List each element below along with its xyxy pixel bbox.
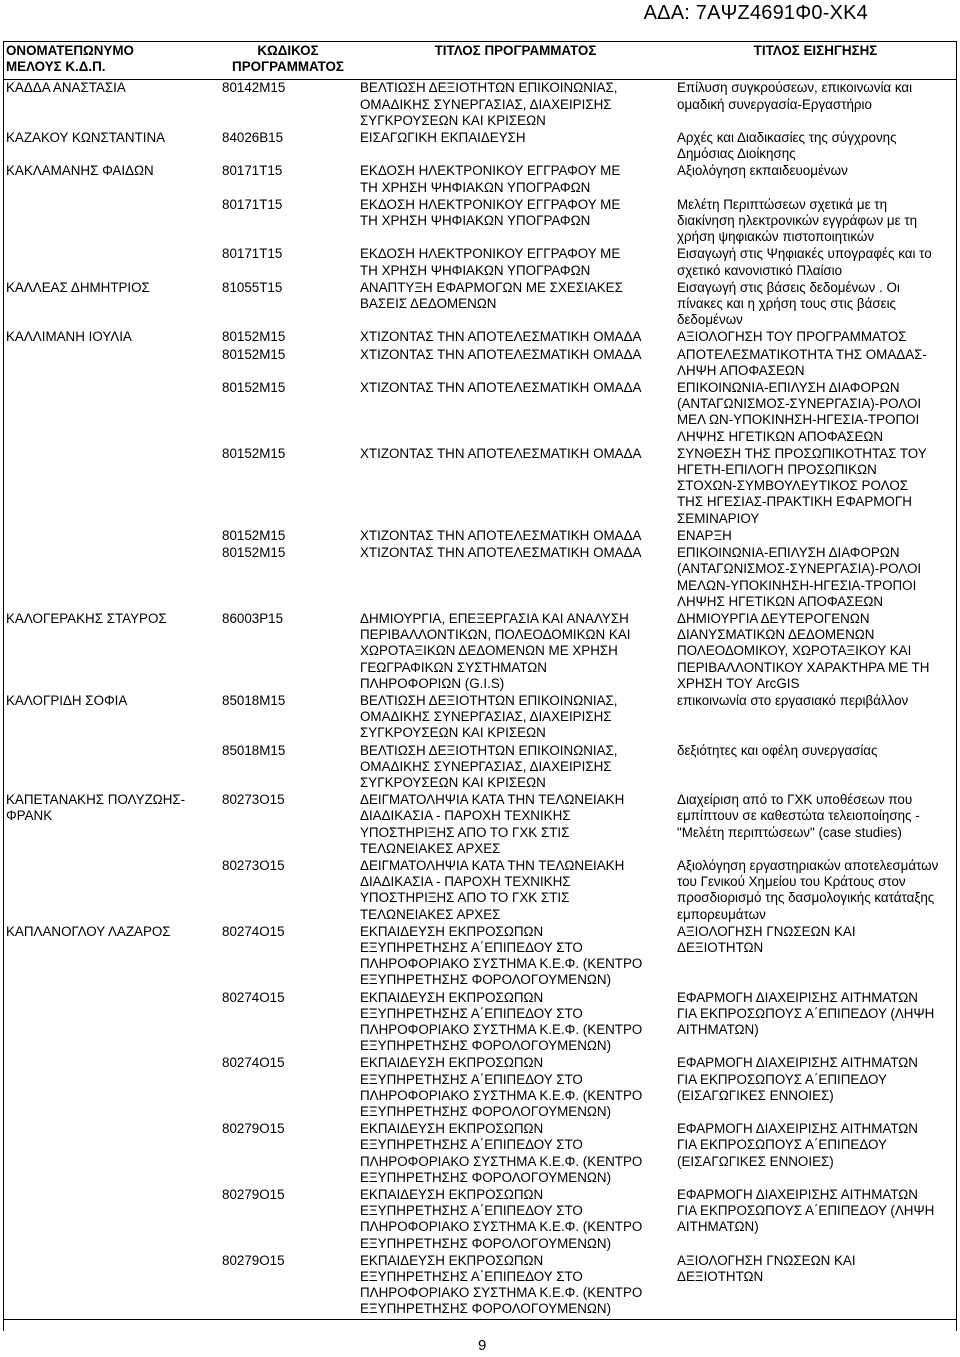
program-title-cell: ΑΝΑΠΤΥΞΗ ΕΦΑΡΜΟΓΩΝ ΜΕ ΣΧΕΣΙΑΚΕΣ ΒΑΣΕΙΣ ΔΕΔΟΜΕΝΩΝ (360, 279, 623, 312)
table-row (3, 858, 957, 924)
presentation-title-cell: Εισαγωγή στις βάσεις δεδομένων . Οι πίνακες και η χρήση τους στις βάσεις δεδομένων (677, 279, 900, 328)
table-row (3, 130, 957, 163)
presentation-title-cell: Αρχές και Διαδικασίες της σύγχρονης Δημόσιας Διοίκησης (677, 130, 897, 162)
trainer-name-cell (3, 1253, 219, 1319)
trainer-name-cell (3, 743, 219, 793)
program-code-cell: 80142Μ15 (219, 80, 357, 130)
program-code-cell: 80279Ο15 (219, 1253, 357, 1319)
presentation-title-cell: ΕΦΑΡΜΟΓΗ ΔΙΑΧΕΙΡΙΣΗΣ ΑΙΤΗΜΑΤΩΝ ΓΙΑ ΕΚΠΡΟΣΩΠΟΥΣ Α΄ΕΠΙΠΕΔΟΥ (ΕΙΣΑΓΩΓΙΚΕΣ ΕΝΝΟΙΕΣ) (677, 1055, 918, 1103)
presentation-title-cell: Εισαγωγή στις Ψηφιακές υπογραφές και το σχετικό κανονιστικό Πλαίσιο (677, 246, 932, 278)
program-title-cell: ΔΗΜΙΟΥΡΓΙΑ, ΕΠΕΞΕΡΓΑΣΙΑ ΚΑΙ ΑΝΑΛΥΣΗ ΠΕΡΙΒΑΛΛΟΝΤΙΚΩΝ, ΠΟΛΕΟΔΟΜΙΚΩΝ ΚΑΙ ΧΩΡΟΤΑΞΙΚΩΝ ΔΕΔΟΜΕΝΩΝ ΜΕ ΧΡΗΣΗ ΓΕΩΓΡΑΦΙΚΩΝ ΣΥΣΤΗΜΑΤΩΝ ΠΛΗΡΟΦΟΡΙΩΝ (G.I.S) (360, 610, 631, 691)
program-code-cell: 80152Μ15 (222, 346, 286, 362)
trainer-name-cell: ΚΑΔΔΑ ΑΝΑΣΤΑΣΙΑ (3, 80, 219, 130)
trainer-name-cell (3, 1121, 219, 1187)
presentation-title-cell: ΑΞΙΟΛΟΓΗΣΗ ΓΝΩΣΕΩΝ ΚΑΙ ΔΕΞΙΟΤΗΤΩΝ (677, 923, 856, 955)
program-title-cell: ΧΤΙΖΟΝΤΑΣ ΤΗΝ ΑΠΟΤΕΛΕΣΜΑΤΙΚΗ ΟΜΑΔΑ (360, 527, 642, 543)
table-row (3, 1055, 957, 1121)
program-title-cell: ΕΚΠΑΙΔΕΥΣΗ ΕΚΠΡΟΣΩΠΩΝ ΕΞΥΠΗΡΕΤΗΣΗΣ Α΄ΕΠΙΠΕΔΟΥ ΣΤΟ ΠΛΗΡΟΦΟΡΙΑΚΟ ΣΥΣΤΗΜΑ Κ.Ε.Φ. (ΚΕΝΤΡΟ ΕΞΥΠΗΡΕΤΗΣΗΣ ΦΟΡΟΛΟΓΟΥΜΕΝΩΝ) (360, 1055, 643, 1119)
program-code-cell: 80279Ο15 (222, 1121, 285, 1137)
program-title-cell: ΕΚΠΑΙΔΕΥΣΗ ΕΚΠΡΟΣΩΠΩΝ ΕΞΥΠΗΡΕΤΗΣΗΣ Α΄ΕΠΙΠΕΔΟΥ ΣΤΟ ΠΛΗΡΟΦΟΡΙΑΚΟ ΣΥΣΤΗΜΑ Κ.Ε.Φ. (ΚΕΝΤΡΟ ΕΞΥΠΗΡΕΤΗΣΗΣ ΦΟΡΟΛΟΓΟΥΜΕΝΩΝ) (360, 923, 643, 988)
trainer-name-cell (3, 347, 219, 380)
program-code-cell: 80152Μ15 (222, 527, 286, 543)
program-code-cell: 85018Μ15 (222, 742, 286, 758)
table-row (3, 545, 957, 611)
program-code-cell: 80274Ο15 (222, 1055, 285, 1071)
program-code-cell: 84026Β15 (222, 130, 284, 146)
trainer-name-cell: ΚΑΛΛΙΜΑΝΗ ΙΟΥΛΙΑ (6, 329, 132, 345)
page-number: 9 (478, 1337, 487, 1354)
program-title-cell: ΧΤΙΖΟΝΤΑΣ ΤΗΝ ΑΠΟΤΕΛΕΣΜΑΤΙΚΗ ΟΜΑΔΑ (360, 329, 642, 345)
table-body (3, 80, 957, 1319)
presentation-title-cell: Μελέτη Περιπτώσεων σχετικά με τη διακίνηση ηλεκτρονικών εγγράφων με τη χρήση ψηφιακών πιστοποιητικών (677, 196, 918, 245)
program-code-cell: 80171Τ15 (222, 246, 283, 262)
trainers-table (3, 41, 957, 1320)
column-header-code: ΚΩΔΙΚΟΣ ΠΡΟΓΡΑΜΜΑΤΟΣ (232, 43, 344, 75)
presentation-title-cell: ΑΞΙΟΛΟΓΗΣΗ ΓΝΩΣΕΩΝ ΚΑΙ ΔΕΞΙΟΤΗΤΩΝ (674, 1253, 957, 1319)
table-row (3, 347, 957, 380)
program-title-cell: ΔΕΙΓΜΑΤΟΛΗΨΙΑ ΚΑΤΑ ΤΗΝ ΤΕΛΩΝΕΙΑΚΗ ΔΙΑΔΙΚΑΣΙΑ - ΠΑΡΟΧΗ ΤΕΧΝΙΚΗΣ ΥΠΟΣΤΗΡΙΞΗΣ ΑΠΟ ΤΟ ΓΧΚ ΣΤΙΣ ΤΕΛΩΝΕΙΑΚΕΣ ΑΡΧΕΣ (360, 857, 625, 922)
trainer-name-cell (3, 197, 219, 247)
presentation-title-cell: ΕΠΙΚΟΙΝΩΝΙΑ-ΕΠΙΛΥΣΗ ΔΙΑΦΟΡΩΝ (ΑΝΤΑΓΩΝΙΣΜΟΣ-ΣΥΝΕΡΓΑΣΙΑ)-ΡΟΛΟΙ ΜΕΛ ΩΝ-ΥΠΟΚΙΝΗΣΗ-ΗΓΕΣΙΑ-ΤΡΟΠΟΙ ΛΗΨΗΣ ΗΓΕΤΙΚΩΝ ΑΠΟΦΑΣΕΩΝ (677, 380, 922, 444)
column-header-program-title: ΤΙΤΛΟΣ ΠΡΟΓΡΑΜΜΑΤΟΣ (434, 43, 597, 58)
table-row (3, 611, 957, 693)
program-code-cell: 80152Μ15 (222, 329, 286, 345)
table-row (3, 990, 957, 1056)
program-title-cell: ΧΤΙΖΟΝΤΑΣ ΤΗΝ ΑΠΟΤΕΛΕΣΜΑΤΙΚΗ ΟΜΑΔΑ (360, 380, 642, 396)
table-row (3, 1121, 957, 1187)
program-code-cell: 81055Τ15 (222, 279, 283, 295)
program-title-cell: ΒΕΛΤΙΩΣΗ ΔΕΞΙΟΤΗΤΩΝ ΕΠΙΚΟΙΝΩΝΙΑΣ, ΟΜΑΔΙΚΗΣ ΣΥΝΕΡΓΑΣΙΑΣ, ΔΙΑΧΕΙΡΙΣΗΣ ΣΥΓΚΡΟΥΣΕΩΝ ΚΑΙ ΚΡΙΣΕΩΝ (360, 742, 618, 790)
presentation-title-cell: ΕΦΑΡΜΟΓΗ ΔΙΑΧΕΙΡΙΣΗΣ ΑΙΤΗΜΑΤΩΝ ΓΙΑ ΕΚΠΡΟΣΩΠΟΥΣ Α΄ΕΠΙΠΕΔΟΥ (ΛΗΨΗ ΑΙΤΗΜΑΤΩΝ) (677, 989, 935, 1037)
table-header-row (3, 42, 957, 80)
presentation-title-cell: ΕΦΑΡΜΟΓΗ ΔΙΑΧΕΙΡΙΣΗΣ ΑΙΤΗΜΑΤΩΝ ΓΙΑ ΕΚΠΡΟΣΩΠΟΥΣ Α΄ΕΠΙΠΕΔΟΥ (ΕΙΣΑΓΩΓΙΚΕΣ ΕΝΝΟΙΕΣ) (677, 1121, 918, 1169)
table-row (3, 80, 957, 130)
program-code-cell: 80274Ο15 (222, 923, 285, 939)
program-title-cell: ΧΤΙΖΟΝΤΑΣ ΤΗΝ ΑΠΟΤΕΛΕΣΜΑΤΙΚΗ ΟΜΑΔΑ (360, 545, 642, 561)
program-title-cell: ΕΚΠΑΙΔΕΥΣΗ ΕΚΠΡΟΣΩΠΩΝ ΕΞΥΠΗΡΕΤΗΣΗΣ Α΄ΕΠΙΠΕΔΟΥ ΣΤΟ ΠΛΗΡΟΦΟΡΙΑΚΟ ΣΥΣΤΗΜΑ Κ.Ε.Φ. (ΚΕΝΤΡΟ ΕΞΥΠΗΡΕΤΗΣΗΣ ΦΟΡΟΛΟΓΟΥΜΕΝΩΝ) (360, 1121, 643, 1185)
table-row (3, 246, 957, 279)
table-row (3, 1187, 957, 1253)
table-row (3, 924, 957, 990)
program-title-cell: ΒΕΛΤΙΩΣΗ ΔΕΞΙΟΤΗΤΩΝ ΕΠΙΚΟΙΝΩΝΙΑΣ, ΟΜΑΔΙΚΗΣ ΣΥΝΕΡΓΑΣΙΑΣ, ΔΙΑΧΕΙΡΙΣΗΣ ΣΥΓΚΡΟΥΣΕΩΝ ΚΑΙ ΚΡΙΣΕΩΝ (357, 80, 674, 130)
program-code-cell: 80152Μ15 (222, 445, 286, 461)
presentation-title-cell: Διαχείριση από το ΓΧΚ υποθέσεων που εμπίπτουν σε καθεστώτα τελειοποίησης - "Μελέτη περιπτώσεων" (case studies) (677, 792, 920, 840)
presentation-title-cell: ΕΦΑΡΜΟΓΗ ΔΙΑΧΕΙΡΙΣΗΣ ΑΙΤΗΜΑΤΩΝ ΓΙΑ ΕΚΠΡΟΣΩΠΟΥΣ Α΄ΕΠΙΠΕΔΟΥ (ΛΗΨΗ ΑΙΤΗΜΑΤΩΝ) (677, 1187, 935, 1235)
presentation-title-cell: Επίλυση συγκρούσεων, επικοινωνία και ομαδική συνεργασία-Εργαστήριο (674, 80, 957, 130)
table-row (3, 280, 957, 330)
trainer-name-cell: ΚΑΠΕΤΑΝΑΚΗΣ ΠΟΛΥΖΩΗΣ- ΦΡΑΝΚ (6, 792, 186, 824)
program-title-cell: ΕΚΠΑΙΔΕΥΣΗ ΕΚΠΡΟΣΩΠΩΝ ΕΞΥΠΗΡΕΤΗΣΗΣ Α΄ΕΠΙΠΕΔΟΥ ΣΤΟ ΠΛΗΡΟΦΟΡΙΑΚΟ ΣΥΣΤΗΜΑ Κ.Ε.Φ. (ΚΕΝΤΡΟ ΕΞΥΠΗΡΕΤΗΣΗΣ ΦΟΡΟΛΟΓΟΥΜΕΝΩΝ) (360, 1187, 643, 1251)
program-code-cell: 86003Ρ15 (222, 610, 284, 626)
table-row (3, 329, 957, 346)
column-header-presentation-title: ΤΙΤΛΟΣ ΕΙΣΗΓΗΣΗΣ (753, 43, 878, 58)
document-ada-code: ΑΔΑ: 7ΑΨΖ4691Φ0-ΧΚ4 (643, 2, 868, 24)
program-title-cell: ΕΚΔΟΣΗ ΗΛΕΚΤΡΟΝΙΚΟΥ ΕΓΓΡΑΦΟΥ ΜΕ ΤΗ ΧΡΗΣΗ ΨΗΦΙΑΚΩΝ ΥΠΟΓΡΑΦΩΝ (360, 163, 621, 195)
presentation-title-cell: Αξιολόγηση εκπαιδευομένων (677, 163, 848, 179)
trainer-name-cell: ΚΑΚΛΑΜΑΝΗΣ ΦΑΙΔΩΝ (6, 163, 154, 179)
program-title-cell: ΕΙΣΑΓΩΓΙΚΗ ΕΚΠΑΙΔΕΥΣΗ (360, 130, 526, 146)
program-title-cell: ΕΚΠΑΙΔΕΥΣΗ ΕΚΠΡΟΣΩΠΩΝ ΕΞΥΠΗΡΕΤΗΣΗΣ Α΄ΕΠΙΠΕΔΟΥ ΣΤΟ ΠΛΗΡΟΦΟΡΙΑΚΟ ΣΥΣΤΗΜΑ Κ.Ε.Φ. (ΚΕΝΤΡΟ ΕΞΥΠΗΡΕΤΗΣΗΣ ΦΟΡΟΛΟΓΟΥΜΕΝΩΝ) (360, 989, 643, 1054)
table-row (3, 197, 957, 247)
table-row (3, 1253, 957, 1319)
presentation-title-cell: ΔΗΜΙΟΥΡΓΙΑ ΔΕΥΤΕΡΟΓΕΝΩΝ ΔΙΑΝΥΣΜΑΤΙΚΩΝ ΔΕΔΟΜΕΝΩΝ ΠΟΛΕΟΔΟΜΙΚΟΥ, ΧΩΡΟΤΑΞΙΚΟΥ ΚΑΙ ΠΕΡΙΒΑΛΛΟΝΤΙΚΟΥ ΧΑΡΑΚΤΗΡΑ ΜΕ ΤΗ ΧΡΗΣΗ ΤΟΥ ArcGIS (677, 610, 930, 691)
trainer-name-cell: ΚΑΠΛΑΝΟΓΛΟΥ ΛΑΖΑΡΟΣ (6, 923, 171, 939)
program-title-cell: ΧΤΙΖΟΝΤΑΣ ΤΗΝ ΑΠΟΤΕΛΕΣΜΑΤΙΚΗ ΟΜΑΔΑ (360, 346, 642, 362)
program-code-cell: 80152Μ15 (222, 545, 286, 561)
program-code-cell: 80152Μ15 (222, 380, 286, 396)
trainer-name-cell: ΚΑΖΑΚΟΥ ΚΩΝΣΤΑΝΤΙΝΑ (6, 130, 166, 146)
presentation-title-cell: ΕΠΙΚΟΙΝΩΝΙΑ-ΕΠΙΛΥΣΗ ΔΙΑΦΟΡΩΝ (ΑΝΤΑΓΩΝΙΣΜΟΣ-ΣΥΝΕΡΓΑΣΙΑ)-ΡΟΛΟΙ ΜΕΛΩΝ-ΥΠΟΚΙΝΗΣΗ-ΗΓΕΣΙΑ-ΤΡΟΠΟΙ ΛΗΨΗΣ ΗΓΕΤΙΚΩΝ ΑΠΟΦΑΣΕΩΝ (677, 545, 922, 609)
trainer-name-cell: ΚΑΛΟΓΡΙΔΗ ΣΟΦΙΑ (6, 692, 128, 708)
table-row (3, 528, 957, 545)
trainer-name-cell (3, 545, 219, 611)
program-code-cell: 80171Τ15 (222, 196, 283, 212)
presentation-title-cell: ΑΠΟΤΕΛΕΣΜΑΤΙΚΟΤΗΤΑ ΤΗΣ ΟΜΑΔΑΣ- ΛΗΨΗ ΑΠΟΦΑΣΕΩΝ (677, 346, 927, 378)
column-header-name: ΟΝΟΜΑΤΕΠΩΝΥΜΟ ΜΕΛΟΥΣ Κ.Δ.Π. (6, 43, 134, 75)
table-row (3, 380, 957, 446)
program-title-cell: ΕΚΠΑΙΔΕΥΣΗ ΕΚΠΡΟΣΩΠΩΝ ΕΞΥΠΗΡΕΤΗΣΗΣ Α΄ΕΠΙΠΕΔΟΥ ΣΤΟ ΠΛΗΡΟΦΟΡΙΑΚΟ ΣΥΣΤΗΜΑ Κ.Ε.Φ. (ΚΕΝΤΡΟ ΕΞΥΠΗΡΕΤΗΣΗΣ ΦΟΡΟΛΟΓΟΥΜΕΝΩΝ) (357, 1253, 674, 1319)
presentation-title-cell: επικοινωνία στο εργασιακό περιβάλλον (677, 692, 909, 708)
trainer-name-cell (3, 380, 219, 446)
program-title-cell: ΧΤΙΖΟΝΤΑΣ ΤΗΝ ΑΠΟΤΕΛΕΣΜΑΤΙΚΗ ΟΜΑΔΑ (360, 445, 642, 461)
program-code-cell: 80273Ο15 (222, 857, 285, 873)
program-title-cell: ΕΚΔΟΣΗ ΗΛΕΚΤΡΟΝΙΚΟΥ ΕΓΓΡΑΦΟΥ ΜΕ ΤΗ ΧΡΗΣΗ ΨΗΦΙΑΚΩΝ ΥΠΟΓΡΑΦΩΝ (360, 196, 621, 229)
presentation-title-cell: ΣΥΝΘΕΣΗ ΤΗΣ ΠΡΟΣΩΠΙΚΟΤΗΤΑΣ ΤΟΥ ΗΓΕΤΗ-ΕΠΙΛΟΓΗ ΠΡΟΣΩΠΙΚΩΝ ΣΤΟΧΩΝ-ΣΥΜΒΟΥΛΕΥΤΙΚΟΣ ΡΟΛΟΣ ΤΗΣ ΗΓΕΣΙΑΣ-ΠΡΑΚΤΙΚΗ ΕΦΑΡΜΟΓΗ ΣΕΜΙΝΑΡΙΟΥ (677, 445, 927, 526)
presentation-title-cell: ΑΞΙΟΛΟΓΗΣΗ ΤΟΥ ΠΡΟΓΡΑΜΜΑΤΟΣ (677, 329, 907, 345)
table-row (3, 792, 957, 858)
trainer-name-cell: ΚΑΛΛΕΑΣ ΔΗΜΗΤΡΙΟΣ (6, 279, 150, 295)
presentation-title-cell: δεξιότητες και οφέλη συνεργασίας (677, 742, 878, 758)
table-row (3, 163, 957, 196)
trainer-name-cell (3, 858, 219, 924)
program-code-cell: 80274Ο15 (222, 989, 285, 1005)
trainer-name-cell (3, 528, 219, 545)
presentation-title-cell: ΕΝΑΡΞΗ (677, 527, 732, 543)
trainer-name-cell (3, 990, 219, 1056)
program-code-cell: 85018Μ15 (222, 692, 286, 708)
trainer-name-cell: ΚΑΛΟΓΕΡΑΚΗΣ ΣΤΑΥΡΟΣ (6, 610, 167, 626)
program-code-cell: 80273Ο15 (222, 792, 285, 808)
program-title-cell: ΕΚΔΟΣΗ ΗΛΕΚΤΡΟΝΙΚΟΥ ΕΓΓΡΑΦΟΥ ΜΕ ΤΗ ΧΡΗΣΗ ΨΗΦΙΑΚΩΝ ΥΠΟΓΡΑΦΩΝ (360, 246, 621, 278)
trainer-name-cell (3, 246, 219, 279)
trainer-name-cell (3, 446, 219, 528)
table-row (3, 446, 957, 528)
trainer-name-cell (3, 1187, 219, 1253)
table-row (3, 693, 957, 743)
program-code-cell: 80171Τ15 (222, 163, 283, 179)
program-code-cell: 80279Ο15 (222, 1187, 285, 1203)
presentation-title-cell: Αξιολόγηση εργαστηριακών αποτελεσμάτων του Γενικού Χημείου του Κράτους στον προσδιορισμό της δασμολογικής κατάταξης εμπορευμάτων (677, 857, 939, 922)
trainer-name-cell (3, 1055, 219, 1121)
program-title-cell: ΔΕΙΓΜΑΤΟΛΗΨΙΑ ΚΑΤΑ ΤΗΝ ΤΕΛΩΝΕΙΑΚΗ ΔΙΑΔΙΚΑΣΙΑ - ΠΑΡΟΧΗ ΤΕΧΝΙΚΗΣ ΥΠΟΣΤΗΡΙΞΗΣ ΑΠΟ ΤΟ ΓΧΚ ΣΤΙΣ ΤΕΛΩΝΕΙΑΚΕΣ ΑΡΧΕΣ (360, 792, 625, 856)
program-title-cell: ΒΕΛΤΙΩΣΗ ΔΕΞΙΟΤΗΤΩΝ ΕΠΙΚΟΙΝΩΝΙΑΣ, ΟΜΑΔΙΚΗΣ ΣΥΝΕΡΓΑΣΙΑΣ, ΔΙΑΧΕΙΡΙΣΗΣ ΣΥΓΚΡΟΥΣΕΩΝ ΚΑΙ ΚΡΙΣΕΩΝ (360, 692, 618, 741)
table-row (3, 743, 957, 793)
